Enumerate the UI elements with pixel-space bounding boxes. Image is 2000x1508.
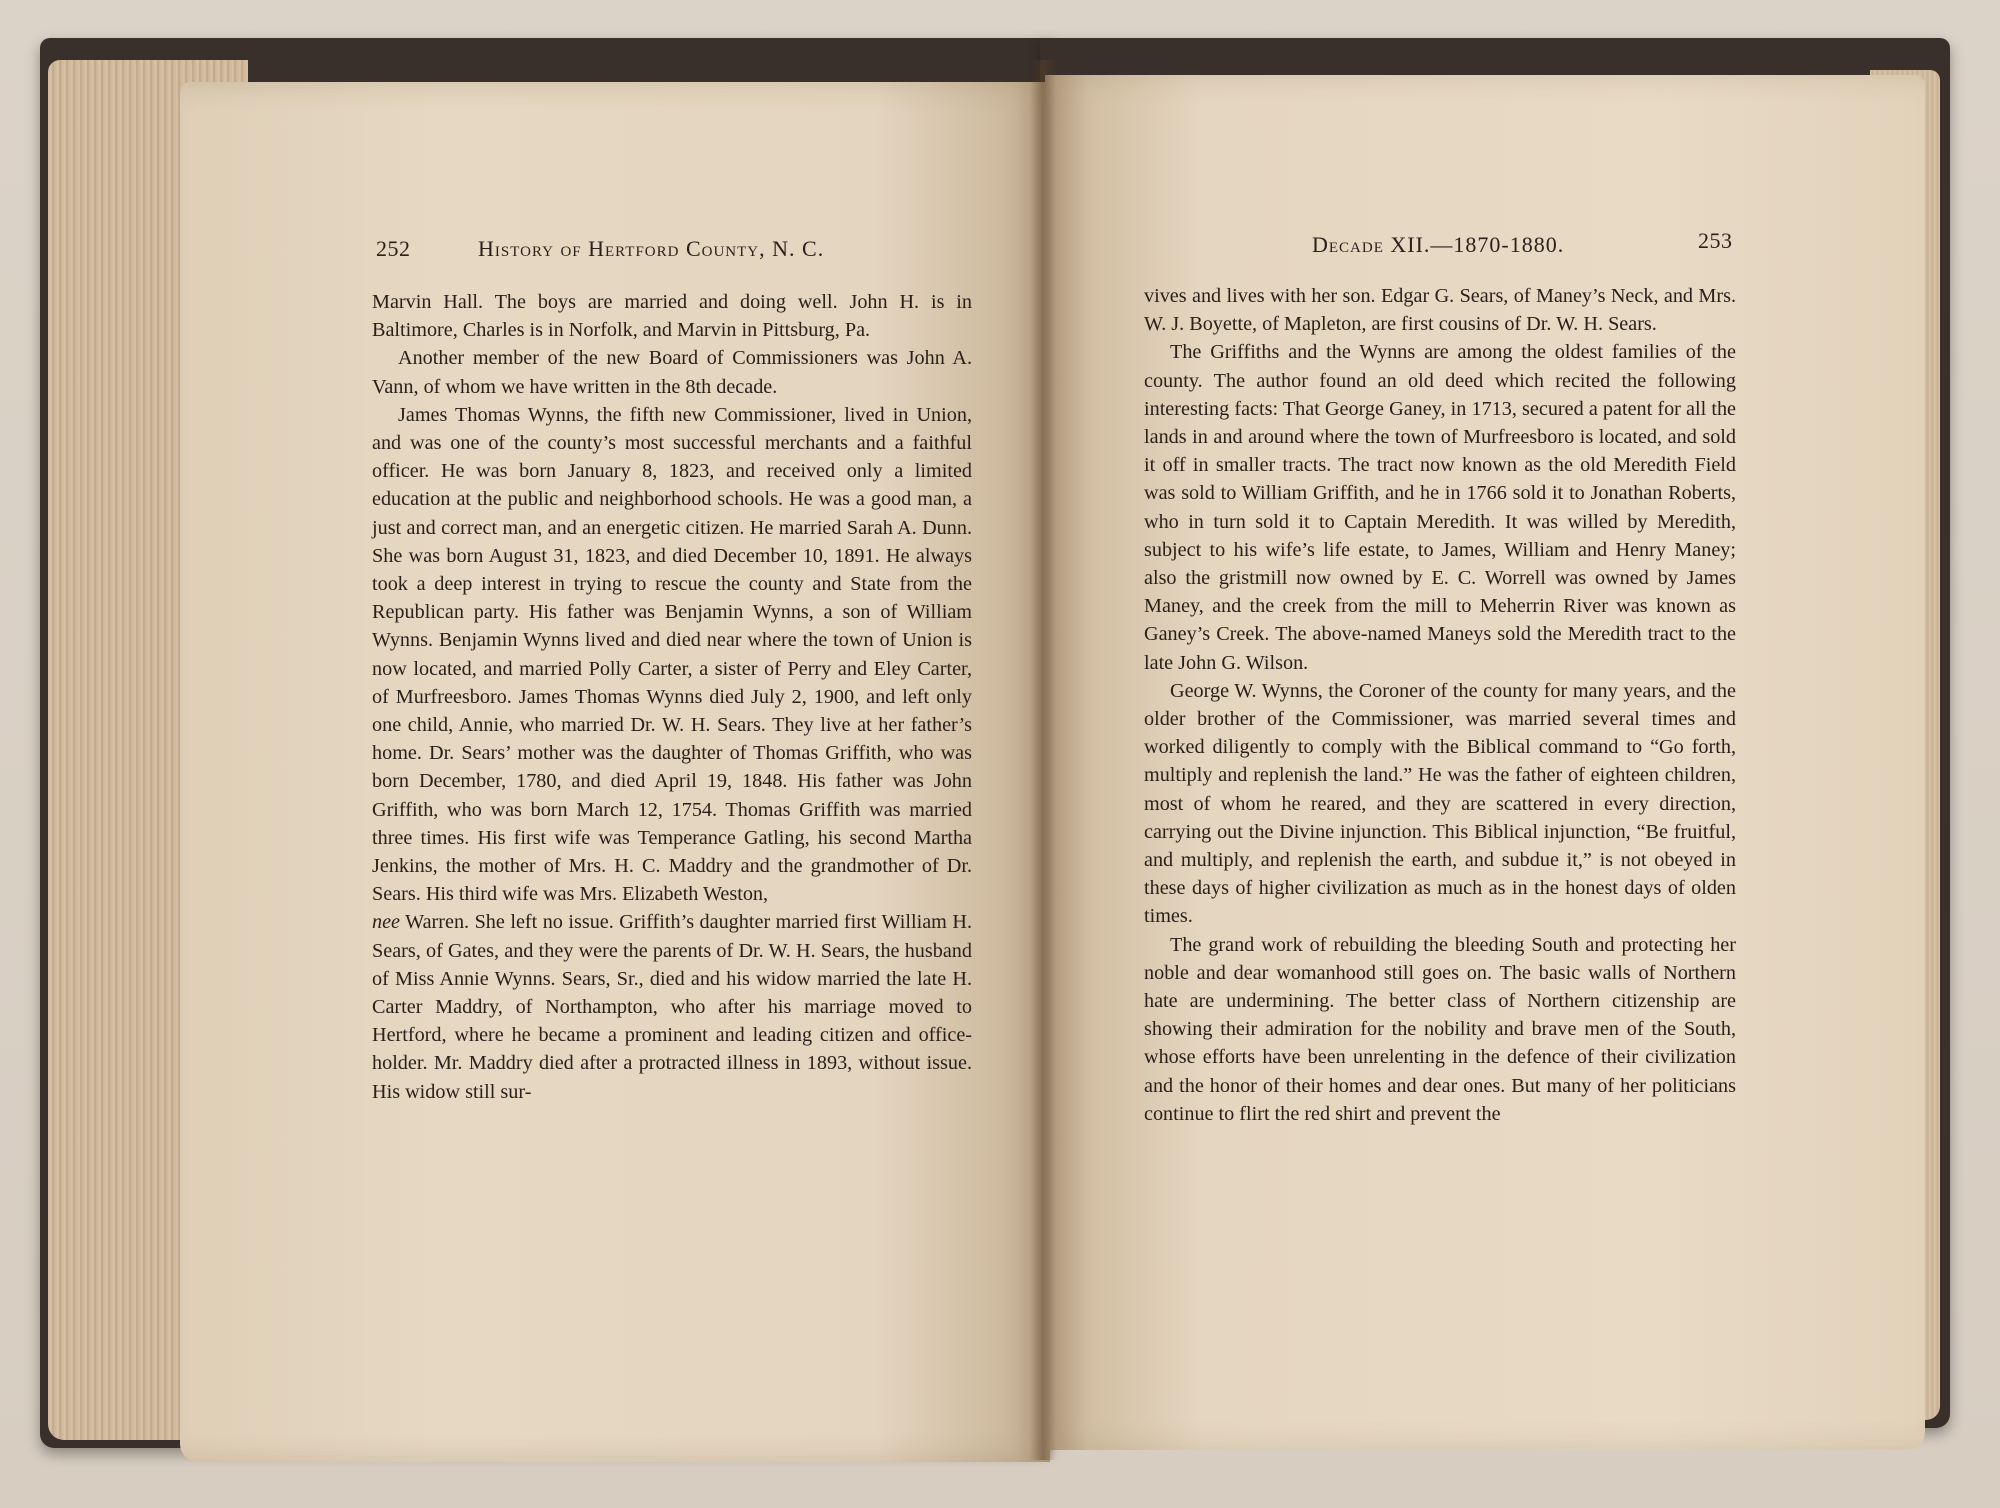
left-page-number: 252 bbox=[376, 236, 411, 261]
paragraph: James Thomas Wynns, the fifth new Commissioner, lived in Union, and was one of the county’s most successful merchants and a faithful officer. He was born January 8, 1823, and received only a limited education at the public and neighborhood schools. He was a good man, a just and correct man, and an energetic citizen. He married Sarah A. Dunn. She was born August 31, 1823, and died December 10, 1891. He always took a deep interest in trying to rescue the county and State from the Republican party. His father was Benjamin Wynns, a son of William Wynns. Benjamin Wynns lived and died near where the town of Union is now located, and married Polly Carter, a sister of Perry and Eley Carter, of Murfreesboro. James Thomas Wynns died July 2, 1900, and left only one child, Annie, who married Dr. W. H. Sears. They live at her father’s home. Dr. Sears’ mother was the daughter of Thomas Griffith, who was born December, 1780, and died April 19, 1848. His father was John Griffith, who was born March 12, 1754. Thomas Griffith was married three times. His first wife was Temperance Gatling, his second Martha Jenkins, the mother of Mrs. H. C. Maddry and the grandmother of Dr. Sears. His third wife was Mrs. Elizabeth Weston, bbox=[372, 403, 972, 906]
paragraph: George W. Wynns, the Coroner of the county for many years, and the older brother of the Commissioner, was married several times and worked diligently to comply with the Biblical command to “Go forth, multiply and replenish the land.” He was the father of eighteen children, most of whom he reared, and they are scattered in every direction, carrying out the Divine injunction. This Biblical injunction, “Be fruitful, and multiply, and replenish the earth, and subdue it,” is not obeyed in these days of higher civilization as much as in the honest days of olden times. bbox=[1144, 679, 1736, 928]
right-page-number: 253 bbox=[1698, 228, 1733, 253]
left-running-head: History of Hertford County, N. C. bbox=[478, 236, 825, 261]
right-running-head: Decade XII.—1870-1880. bbox=[1312, 232, 1565, 257]
left-page-text bbox=[372, 288, 972, 1106]
paragraph: Another member of the new Board of Commissioners was John A. Vann, of whom we have written in the 8th decade. bbox=[372, 347, 972, 398]
paragraph: The grand work of rebuilding the bleeding South and protecting her noble and dear womanhood still goes on. The basic walls of Northern hate are undermining. The better class of Northern citizenship are showing their admiration for the nobility and brave men of the South, whose efforts have been unrelenting in the defence of their civilization and the honor of their homes and dear ones. But many of her politicians continue to flirt the red shirt and prevent the bbox=[1144, 933, 1736, 1125]
paragraph: The Griffiths and the Wynns are among the oldest families of the county. The author found an old deed which recited the following interesting facts: That George Ganey, in 1713, secured a patent for all the lands in and around where the town of Murfreesboro is located, and sold it off in smaller tracts. The tract now known as the old Meredith Field was sold to William Griffith, and he in 1766 sold it to Jonathan Roberts, who in turn sold it to Captain Meredith. It was willed by Meredith, subject to his wife’s life estate, to James, William and Henry Maney; also the gristmill now owned by E. C. Worrell was owned by James Maney, and the creek from the mill to Meherrin River was known as Ganey’s Creek. The above-named Maneys sold the Meredith tract to the late John G. Wilson. bbox=[1144, 341, 1736, 674]
right-page-text bbox=[1144, 282, 1736, 1128]
paragraph bbox=[372, 908, 972, 1105]
paragraph-continuation: Warren. She left no issue. Griffith’s daughter married first William H. Sears, of Gates, and they were the parents of Dr. W. H. Sears, the husband of Miss Annie Wynns. Sears, Sr., died and his widow married the late H. Carter Maddry, of Northampton, who after his marriage moved to Hertford, where he became a prominent and leading citizen and office-holder. Mr. Maddry died after a protracted illness in 1893, without issue. His widow still sur- bbox=[372, 911, 972, 1103]
nee-word: nee bbox=[372, 911, 401, 934]
paragraph: vives and lives with her son. Edgar G. Sears, of Maney’s Neck, and Mrs. W. J. Boyette, of Mapleton, are first cousins of Dr. W. H. Sears. bbox=[1144, 285, 1736, 336]
paragraph: Marvin Hall. The boys are married and doing well. John H. is in Baltimore, Charles is in Norfolk, and Marvin in Pittsburg, Pa. bbox=[372, 291, 972, 342]
book-gutter bbox=[1030, 60, 1056, 1460]
